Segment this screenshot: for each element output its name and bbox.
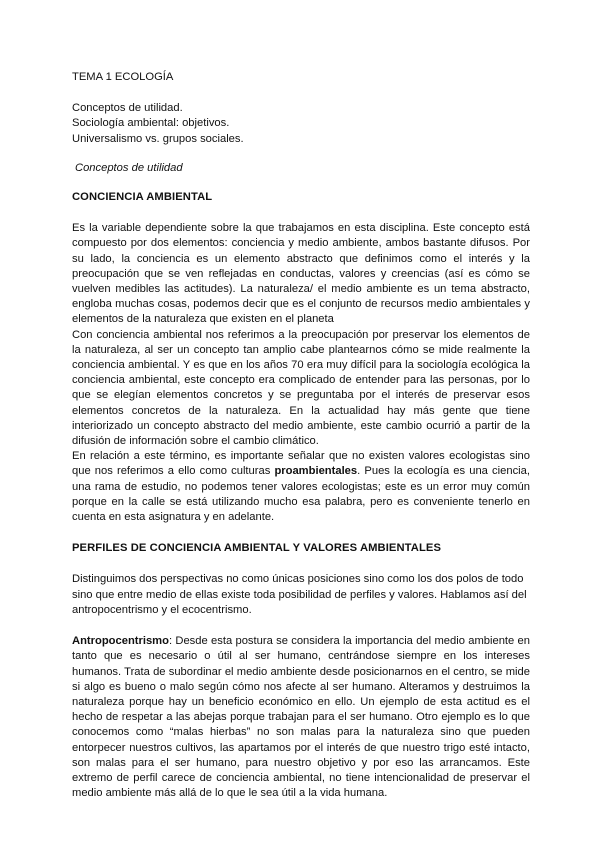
paragraph — [72, 634, 530, 801]
paragraph: Distinguimos dos perspectivas no como únicas posiciones sino como los dos polos de todo sino que entre medio de ellas existe toda posibilidad de perfiles y valores. Hablamos así del antropocentrismo y el ecocentrismo. — [72, 573, 527, 616]
bold-term: proambientales — [274, 465, 358, 478]
topic-item: Universalismo vs. grupos sociales. — [72, 132, 244, 145]
spacer — [72, 556, 530, 572]
paragraph-text: : Desde esta postura se considera la importancia del medio ambiente en tanto que es necesario o útil al ser humano, centrándose siempre en los intereses humanos. Trata de subordinar el medio ambiente desde posicionarnos en el centro, se mide si algo es bueno o malo según cómo nos afecte al ser humano. Alteramos y destruimos la naturaleza porque hay un beneficio económico en ello. Un ejemplo de esta actitud es el hecho de respetar a las abejas porque trabajan para el ser humano. Otro ejemplo es lo que conocemos como “malas hierbas” no son malas para la naturaleza sino que pueden entorpecer nuestros cultivos, las apartamos por el interés de que nuestro trigo esté intacto, son malas para el ser humano, para nuestro objetivo y por eso las arrancamos. Este extremo de perfil carece de conciencia ambiental, no tiene intencionalidad de preservar el medio ambiente más allá de lo que le sea útil a la vida humana. — [72, 635, 530, 800]
bold-term: Antropocentrismo — [72, 635, 169, 648]
document-title: TEMA 1 ECOLOGÍA — [72, 71, 174, 83]
section-subtitle: Conceptos de utilidad — [75, 161, 183, 174]
paragraph-text: . Pues la ecología es una ciencia, una rama de estudio, no podemos tener valores ecologistas; este es un error muy común porque en la calle se está utilizando mucho esa palabra, pero es conveniente tenerlo en cuenta en esta asignatura y en adelante. — [72, 465, 530, 524]
spacer — [72, 85, 530, 101]
spacer — [72, 618, 530, 634]
paragraph: Es la variable dependiente sobre la que trabajamos en esta disciplina. Este concepto está compuesto por dos elementos: conciencia y medio ambiente, ambos bastante difusos. Por su lado, la conciencia es un elemento abstracto que definimos como el interés y la preocupación que se ven reflejadas en conductas, valores y creencias (así es cómo se vuelven medibles las actitudes). La naturaleza/ el medio ambiente es un tema abstracto, engloba muchas cosas, podemos decir que es el conjunto de recursos medio ambientales y elementos de la naturaleza que existen en el planeta — [72, 222, 530, 326]
topic-list — [72, 101, 530, 147]
paragraph — [72, 449, 530, 525]
topic-item: Sociología ambiental: objetivos. — [72, 117, 230, 130]
paragraph-text: En relación a este término, es importante señalar que no existen valores ecologistas sino que nos referimos a ello como culturas — [72, 450, 530, 478]
spacer — [72, 525, 530, 541]
spacer — [72, 147, 530, 161]
heading-perfiles: PERFILES DE CONCIENCIA AMBIENTAL Y VALORES AMBIENTALES — [72, 542, 442, 555]
document-page — [72, 70, 530, 801]
heading-conciencia-ambiental: CONCIENCIA AMBIENTAL — [72, 191, 213, 204]
topic-item: Conceptos de utilidad. — [72, 102, 183, 115]
spacer — [72, 176, 530, 190]
spacer — [72, 205, 530, 221]
paragraph: Con conciencia ambiental nos referimos a la preocupación por preservar los elementos de la naturaleza, al ser un concepto tan amplio cabe plantearnos cómo se mide realmente la conciencia ambiental. Y es que en los años 70 era muy difícil para la sociología ecológica la conciencia ambiental, este concepto era complicado de entender para las personas, por lo que se elegían elementos concretos y se preguntaba por el interés de preservar esos elementos concretos de la naturaleza. En la actualidad hay más gente que tiene interiorizado un concepto abstracto del medio ambiente, este cambio ocurrió a partir de la difusión de información sobre el cambio climático. — [72, 328, 530, 448]
